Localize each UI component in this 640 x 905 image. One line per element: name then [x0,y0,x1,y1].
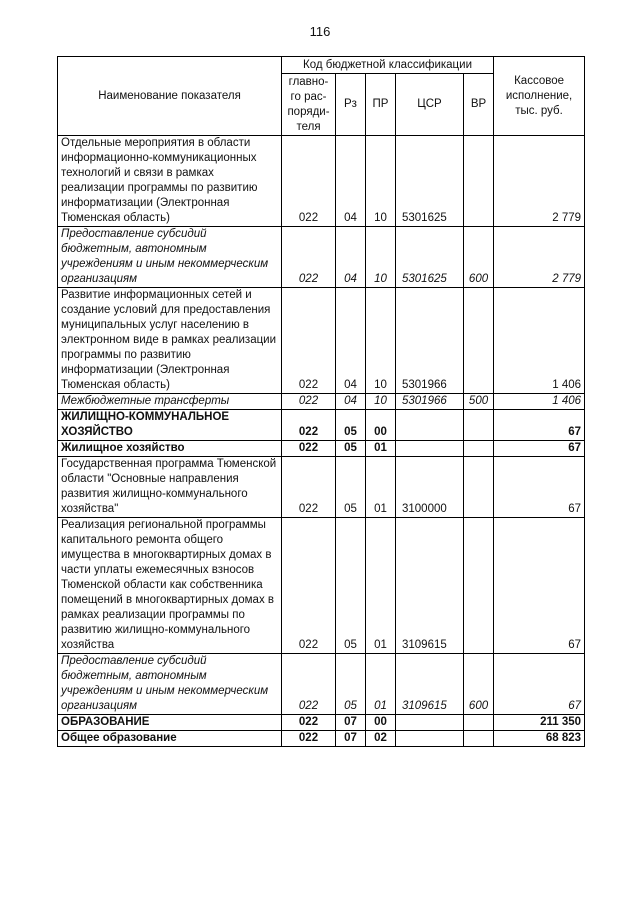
header-rz-column: Рз [336,74,366,136]
row-name: Отдельные мероприятия в области информационно-коммуникационных технологий и связи в рамках реализации программы по развитию информатизации (Электронная Тюменская область) [58,136,282,227]
table-row [58,731,585,747]
row-amount: 67 [494,410,585,441]
row-amount: 67 [494,441,585,457]
row-pr: 01 [366,518,396,654]
row-name: Государственная программа Тюменской области "Основные направления развития жилищно-коммунального хозяйства" [58,457,282,518]
table-row [58,288,585,394]
page-number: 116 [309,24,331,39]
row-glavn: 022 [282,136,336,227]
row-pr: 01 [366,457,396,518]
row-vr [464,518,494,654]
row-glavn: 022 [282,654,336,715]
row-pr: 10 [366,394,396,410]
row-vr [464,288,494,394]
row-csr: 3100000 [396,457,464,518]
row-csr: 5301625 [396,227,464,288]
row-csr [396,731,464,747]
row-name: Жилищное хозяйство [58,441,282,457]
row-csr [396,410,464,441]
table-row [58,227,585,288]
row-csr [396,715,464,731]
row-amount: 67 [494,457,585,518]
row-vr [464,457,494,518]
row-glavn: 022 [282,518,336,654]
table-row [58,441,585,457]
row-pr: 00 [366,410,396,441]
row-glavn: 022 [282,441,336,457]
row-rz: 04 [336,136,366,227]
row-rz: 07 [336,715,366,731]
row-name: ЖИЛИЩНО-КОММУНАЛЬНОЕ ХОЗЯЙСТВО [58,410,282,441]
row-amount: 211 350 [494,715,585,731]
row-glavn: 022 [282,227,336,288]
row-name: Общее образование [58,731,282,747]
row-glavn: 022 [282,715,336,731]
row-csr: 3109615 [396,654,464,715]
row-pr: 01 [366,654,396,715]
row-pr: 10 [366,136,396,227]
row-vr: 600 [464,227,494,288]
row-rz: 07 [336,731,366,747]
row-amount: 1 406 [494,288,585,394]
row-name: Развитие информационных сетей и создание условий для предоставления муниципальных услуг населению в электронном виде в рамках реализации программы по развитию информатизации (Электронная Тюменская область) [58,288,282,394]
row-pr: 00 [366,715,396,731]
row-rz: 05 [336,410,366,441]
row-pr: 01 [366,441,396,457]
row-vr [464,715,494,731]
row-amount: 2 779 [494,136,585,227]
header-name-column: Наименование показателя [58,57,282,136]
table-row [58,715,585,731]
row-rz: 04 [336,227,366,288]
row-glavn: 022 [282,731,336,747]
table-row [58,518,585,654]
row-name: Межбюджетные трансферты [58,394,282,410]
row-csr: 5301966 [396,288,464,394]
row-vr [464,136,494,227]
row-vr: 500 [464,394,494,410]
header-amount-column: Кассовое исполнение, тыс. руб. [494,57,585,136]
row-name: Предоставление субсидий бюджетным, автономным учреждениям и иным некоммерческим организациям [58,654,282,715]
row-name: ОБРАЗОВАНИЕ [58,715,282,731]
table-row [58,136,585,227]
row-glavn: 022 [282,410,336,441]
row-pr: 10 [366,227,396,288]
row-rz: 05 [336,457,366,518]
row-vr [464,441,494,457]
row-amount: 1 406 [494,394,585,410]
header-vr-column: ВР [464,74,494,136]
row-pr: 02 [366,731,396,747]
row-vr [464,410,494,441]
row-amount: 2 779 [494,227,585,288]
row-amount: 67 [494,518,585,654]
row-csr: 5301966 [396,394,464,410]
table-row [58,654,585,715]
header-glavn-column: главно-го рас-поряди-теля [282,74,336,136]
row-vr [464,731,494,747]
row-amount: 67 [494,654,585,715]
row-vr: 600 [464,654,494,715]
row-rz: 04 [336,394,366,410]
row-rz: 05 [336,654,366,715]
header-csr-column: ЦСР [396,74,464,136]
table-row [58,457,585,518]
row-rz: 05 [336,441,366,457]
row-pr: 10 [366,288,396,394]
row-csr [396,441,464,457]
row-glavn: 022 [282,457,336,518]
budget-table [57,56,585,747]
table-row [58,394,585,410]
header-code-group: Код бюджетной классификации [282,57,494,74]
row-rz: 05 [336,518,366,654]
row-name: Предоставление субсидий бюджетным, автономным учреждениям и иным некоммерческим организациям [58,227,282,288]
row-csr: 3109615 [396,518,464,654]
row-glavn: 022 [282,394,336,410]
header-pr-column: ПР [366,74,396,136]
row-glavn: 022 [282,288,336,394]
row-rz: 04 [336,288,366,394]
table-row [58,410,585,441]
row-csr: 5301625 [396,136,464,227]
row-amount: 68 823 [494,731,585,747]
row-name: Реализация региональной программы капитального ремонта общего имущества в многоквартирных домах в части уплаты ежемесячных взносов Тюменской области как собственника помещений в многоквартирных домах в рамках реализации программы по развитию жилищно-коммунального хозяйства [58,518,282,654]
